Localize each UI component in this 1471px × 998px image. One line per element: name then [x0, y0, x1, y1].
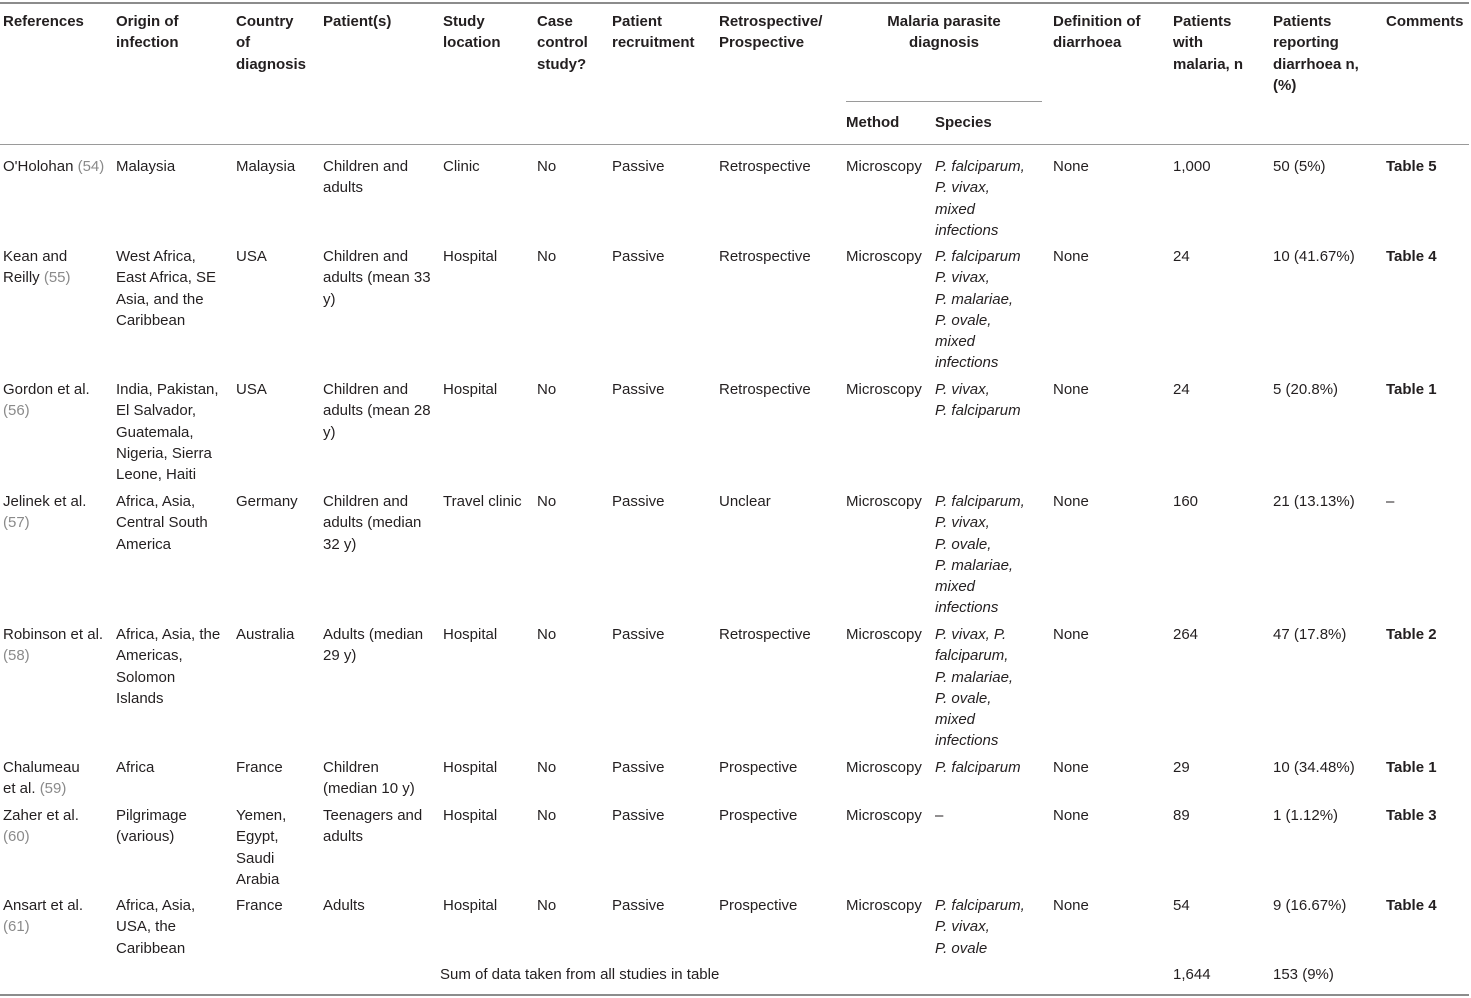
- location-cell: [443, 379, 497, 400]
- case-control-cell: No: [537, 759, 557, 776]
- patients-cell: [323, 757, 415, 800]
- cell-line: infections: [935, 599, 999, 617]
- retrospective-cell: Prospective: [719, 759, 798, 776]
- location-cell: [443, 156, 480, 177]
- patients-cell: [323, 624, 423, 667]
- cell-line: Malaysia: [116, 158, 176, 175]
- retrospective-cell: Retrospective: [719, 381, 811, 398]
- cell-line: P. falciparum: [935, 759, 1021, 776]
- header-case-control: [537, 11, 588, 75]
- cell-line: P. malariae,: [935, 668, 1014, 686]
- comment-link: –: [1386, 493, 1395, 510]
- cell-line: Travel clinic: [443, 493, 522, 510]
- cell-line: Solomon: [116, 668, 176, 686]
- recruitment-cell: Passive: [612, 493, 665, 510]
- reference-number-link[interactable]: (55): [43, 269, 71, 287]
- cell-line: Case: [537, 13, 573, 30]
- comment-link[interactable]: Table 3: [1386, 807, 1437, 824]
- cell-line: 29 y): [323, 647, 357, 665]
- with-malaria-cell: 29: [1173, 759, 1190, 776]
- cell-line: adults (mean 33: [323, 269, 431, 287]
- cell-line: (%): [1273, 76, 1297, 94]
- cell-line: Africa, Asia, the: [116, 626, 221, 643]
- species-cell: [935, 379, 1021, 422]
- method-cell: Microscopy: [846, 248, 922, 265]
- cell-line: adults (median: [323, 514, 422, 532]
- reporting-cell: 50 (5%): [1273, 158, 1326, 175]
- retrospective-cell: Prospective: [719, 897, 798, 914]
- origin-cell: [116, 805, 187, 848]
- reference-number-link[interactable]: (58): [3, 647, 30, 665]
- method-cell: Microscopy: [846, 897, 922, 914]
- with-malaria-cell: 1,000: [1173, 158, 1211, 175]
- country-cell: [236, 895, 283, 916]
- reference-cell: [3, 156, 104, 177]
- cell-line: P. falciparum: [935, 248, 1021, 265]
- recruitment-cell: Passive: [612, 381, 665, 398]
- reporting-cell: 9 (16.67%): [1273, 897, 1347, 914]
- cell-line: Comments: [1386, 13, 1464, 30]
- species-cell: [935, 246, 1021, 374]
- retrospective-cell: Retrospective: [719, 626, 811, 643]
- cell-line: Islands: [116, 689, 164, 707]
- definition-cell: None: [1053, 897, 1089, 914]
- cell-line: mixed: [935, 711, 976, 729]
- cell-line: Hospital: [443, 759, 498, 776]
- species-cell: [935, 156, 1025, 241]
- cell-line: Hospital: [443, 807, 498, 824]
- country-cell: [236, 156, 295, 177]
- method-cell: Microscopy: [846, 807, 922, 824]
- cell-line: Asia, and the: [116, 290, 204, 308]
- cell-line: –: [935, 807, 944, 824]
- cell-line: India, Pakistan,: [116, 381, 219, 398]
- retrospective-cell: Retrospective: [719, 158, 811, 175]
- case-control-cell: No: [537, 381, 557, 398]
- method-cell: Microscopy: [846, 493, 922, 510]
- summary-label: Sum of data taken from all studies in table: [440, 966, 720, 983]
- reporting-cell: 47 (17.8%): [1273, 626, 1347, 643]
- cell-line: with: [1173, 34, 1203, 52]
- cell-line: Ansart et al.: [3, 897, 84, 914]
- header-definition: [1053, 11, 1140, 54]
- cell-line: [3, 512, 86, 533]
- cell-line: East Africa, SE: [116, 269, 217, 287]
- location-cell: [443, 491, 522, 512]
- cell-line: malaria, n: [1173, 55, 1244, 73]
- cell-line: Clinic: [443, 158, 480, 175]
- with-malaria-cell: 54: [1173, 897, 1190, 914]
- cell-line: P. vivax,: [935, 269, 990, 287]
- reference-cell: [3, 491, 86, 534]
- origin-cell: [116, 246, 216, 331]
- case-control-cell: No: [537, 158, 557, 175]
- cell-line: mixed: [935, 578, 976, 596]
- comment-link[interactable]: Table 4: [1386, 248, 1437, 265]
- cell-line: diarrhoea: [1053, 34, 1122, 52]
- reporting-cell: 10 (34.48%): [1273, 759, 1355, 776]
- recruitment-cell: Passive: [612, 807, 665, 824]
- cell-line: Gordon et al.: [3, 381, 90, 398]
- cell-line: Zaher et al.: [3, 807, 79, 824]
- cell-line: West Africa,: [116, 248, 196, 265]
- species-cell: [935, 624, 1013, 752]
- location-cell: [443, 624, 497, 645]
- reference-cell: [3, 757, 80, 800]
- recruitment-cell: Passive: [612, 158, 665, 175]
- with-malaria-cell: 24: [1173, 381, 1190, 398]
- cell-line: mixed: [935, 200, 976, 218]
- cell-line: P. malariae,: [935, 556, 1014, 574]
- cell-line: P. vivax,: [935, 918, 990, 936]
- with-malaria-cell: 24: [1173, 248, 1190, 265]
- definition-cell: None: [1053, 807, 1089, 824]
- cell-line: Robinson et al.: [3, 626, 104, 643]
- method-cell: Microscopy: [846, 158, 922, 175]
- cell-line: diarrhoea n,: [1273, 55, 1359, 73]
- cell-line: 32 y): [323, 535, 357, 553]
- origin-cell: [116, 379, 219, 485]
- reference-cell: [3, 895, 83, 938]
- cell-line: Malaria parasite: [887, 13, 1001, 30]
- cell-line: (various): [116, 828, 175, 846]
- cell-line: control: [537, 34, 588, 52]
- reference-number-link[interactable]: (59): [39, 780, 67, 798]
- cell-line: y): [323, 290, 336, 308]
- header-species: Species: [935, 114, 992, 131]
- cell-line: Children and: [323, 158, 409, 175]
- country-cell: [236, 379, 267, 400]
- cell-line: P. falciparum,: [935, 897, 1025, 914]
- retrospective-cell: Unclear: [719, 493, 771, 510]
- method-cell: Microscopy: [846, 626, 922, 643]
- cell-line: location: [443, 34, 501, 52]
- cell-line: P. malariae,: [935, 290, 1014, 308]
- cell-line: Nigeria, Sierra: [116, 444, 212, 462]
- cell-line: Pilgrimage: [116, 807, 187, 824]
- definition-cell: None: [1053, 759, 1089, 776]
- cell-line: P. vivax, P.: [935, 626, 1007, 643]
- cell-line: Leone, Haiti: [116, 466, 197, 484]
- origin-cell: [116, 491, 208, 555]
- header-method: Method: [846, 114, 900, 131]
- species-cell: [935, 757, 1021, 778]
- case-control-cell: No: [537, 493, 557, 510]
- origin-cell: [116, 156, 175, 177]
- cell-line: Hospital: [443, 248, 498, 265]
- recruitment-cell: Passive: [612, 626, 665, 643]
- cell-line: Retrospective/: [719, 13, 823, 30]
- cell-line: study?: [537, 55, 587, 73]
- recruitment-cell: Passive: [612, 248, 665, 265]
- cell-line: O'Holohan (54): [3, 158, 105, 175]
- cell-line: Jelinek et al.: [3, 493, 87, 510]
- cell-line: infection: [116, 34, 179, 52]
- cell-line: Chalumeau: [3, 759, 80, 776]
- method-cell: Microscopy: [846, 759, 922, 776]
- table-rule: [0, 994, 1469, 996]
- header-location: [443, 11, 501, 54]
- case-control-cell: No: [537, 626, 557, 643]
- reporting-cell: 10 (41.67%): [1273, 248, 1355, 265]
- origin-cell: [116, 757, 154, 778]
- cell-line: infections: [935, 354, 999, 372]
- header-country: [236, 11, 306, 75]
- cell-line: Patients: [1173, 13, 1232, 30]
- reference-cell: [3, 805, 79, 848]
- cell-line: Africa: [116, 759, 155, 776]
- header-comments: [1386, 11, 1464, 32]
- cell-line: Children and: [323, 248, 409, 265]
- header-references: [3, 11, 84, 32]
- cell-line: P. vivax,: [935, 381, 990, 398]
- comment-link[interactable]: Table 2: [1386, 626, 1437, 643]
- country-cell: [236, 491, 298, 512]
- origin-cell: [116, 895, 195, 959]
- header-malaria-diagnosis: [846, 11, 1042, 54]
- cell-line: Saudi: [236, 849, 275, 867]
- cell-line: USA, the: [116, 918, 177, 936]
- cell-line: falciparum,: [935, 647, 1009, 665]
- definition-cell: None: [1053, 158, 1089, 175]
- with-malaria-cell: 264: [1173, 626, 1199, 643]
- reporting-cell: 1 (1.12%): [1273, 807, 1339, 824]
- cell-line: [3, 826, 79, 847]
- reference-number-link[interactable]: (60): [3, 828, 30, 846]
- comment-link[interactable]: Table 1: [1386, 759, 1437, 776]
- reference-number-link[interactable]: (56): [3, 402, 30, 420]
- cell-line: Hospital: [443, 897, 498, 914]
- patients-cell: [323, 805, 422, 848]
- cell-line: (median 10 y): [323, 780, 415, 798]
- summary-with-malaria: 1,644: [1173, 966, 1211, 983]
- country-cell: [236, 805, 286, 890]
- cell-line: Adults: [323, 897, 365, 914]
- retrospective-cell: Prospective: [719, 807, 798, 824]
- cell-line: France: [236, 759, 283, 776]
- definition-cell: None: [1053, 493, 1089, 510]
- cell-line: France: [236, 897, 283, 914]
- cell-line: Origin of: [116, 13, 179, 30]
- cell-line: adults: [323, 179, 364, 197]
- cell-line: P. ovale: [935, 939, 988, 957]
- definition-cell: None: [1053, 248, 1089, 265]
- header-patients: [323, 11, 391, 32]
- cell-line: Australia: [236, 626, 295, 643]
- cell-line: Malaysia: [236, 158, 296, 175]
- cell-line: Study: [443, 13, 485, 30]
- comment-link[interactable]: Table 4: [1386, 897, 1437, 914]
- cell-line: [3, 400, 90, 421]
- cell-line: Africa, Asia,: [116, 493, 196, 510]
- species-cell: [935, 895, 1025, 959]
- cell-line: Kean and: [3, 248, 68, 265]
- patients-cell: [323, 491, 421, 555]
- cell-line: Americas,: [116, 647, 183, 665]
- cell-line: diagnosis: [908, 34, 979, 52]
- origin-cell: [116, 624, 220, 709]
- cell-line: Patient(s): [323, 13, 392, 30]
- header-origin: [116, 11, 179, 54]
- country-cell: [236, 246, 267, 267]
- with-malaria-cell: 160: [1173, 493, 1199, 510]
- cell-line: Definition of: [1053, 13, 1141, 30]
- cell-line: USA: [236, 381, 267, 398]
- cell-line: USA: [236, 248, 267, 265]
- header-recruitment: [612, 11, 695, 54]
- cell-line: adults (mean 28: [323, 402, 431, 420]
- reference-cell: [3, 379, 90, 422]
- cell-line: of: [236, 34, 251, 52]
- cell-line: Hospital: [443, 381, 498, 398]
- cell-line: Caribbean: [116, 311, 186, 329]
- location-cell: [443, 246, 497, 267]
- diagnosis-subrule: [846, 101, 1042, 102]
- cell-line: Egypt,: [236, 828, 279, 846]
- patients-cell: [323, 246, 431, 310]
- reference-number-link[interactable]: (54): [77, 158, 105, 175]
- cell-line: Central South: [116, 514, 208, 532]
- method-cell: Microscopy: [846, 381, 922, 398]
- location-cell: [443, 895, 497, 916]
- recruitment-cell: Passive: [612, 759, 665, 776]
- cell-line: Children and: [323, 493, 409, 510]
- table-rule: [0, 2, 1469, 4]
- reference-cell: [3, 624, 103, 667]
- retrospective-cell: Retrospective: [719, 248, 811, 265]
- cell-line: Germany: [236, 493, 298, 510]
- cell-line: P. ovale,: [935, 689, 992, 707]
- cell-line: P. vivax,: [935, 514, 990, 532]
- country-cell: [236, 624, 294, 645]
- cell-line: mixed: [935, 333, 976, 351]
- cell-line: Reilly (55): [3, 269, 71, 287]
- cell-line: infections: [935, 221, 999, 239]
- cell-line: P. falciparum,: [935, 493, 1025, 510]
- species-cell: [935, 805, 943, 826]
- cell-line: Caribbean: [116, 939, 186, 957]
- cell-line: Yemen,: [236, 807, 287, 824]
- cell-line: Children and: [323, 381, 409, 398]
- cell-line: Country: [236, 13, 294, 30]
- cell-line: Children: [323, 759, 379, 776]
- cell-line: Patient: [612, 13, 663, 30]
- cell-line: America: [116, 535, 172, 553]
- case-control-cell: No: [537, 897, 557, 914]
- cell-line: diagnosis: [236, 55, 307, 73]
- case-control-cell: No: [537, 248, 557, 265]
- cell-line: Hospital: [443, 626, 498, 643]
- cell-line: reporting: [1273, 34, 1339, 52]
- country-cell: [236, 757, 283, 778]
- reference-cell: [3, 246, 71, 289]
- cell-line: Adults (median: [323, 626, 424, 643]
- with-malaria-cell: 89: [1173, 807, 1190, 824]
- patients-cell: [323, 895, 365, 916]
- location-cell: [443, 805, 497, 826]
- header-reporting: [1273, 11, 1359, 96]
- cell-line: adults: [323, 828, 364, 846]
- summary-reporting: 153 (9%): [1273, 966, 1334, 983]
- header-with-malaria: [1173, 11, 1243, 75]
- reporting-cell: 21 (13.13%): [1273, 493, 1355, 510]
- reference-number-link[interactable]: (57): [3, 514, 30, 532]
- comment-link[interactable]: Table 1: [1386, 381, 1437, 398]
- cell-line: y): [323, 423, 336, 441]
- definition-cell: None: [1053, 381, 1089, 398]
- patients-cell: [323, 379, 431, 443]
- cell-line: El Salvador,: [116, 402, 197, 420]
- reporting-cell: 5 (20.8%): [1273, 381, 1339, 398]
- case-control-cell: No: [537, 807, 557, 824]
- cell-line: P. vivax,: [935, 179, 990, 197]
- reference-number-link[interactable]: (61): [3, 918, 30, 936]
- cell-line: P. ovale,: [935, 311, 992, 329]
- cell-line: recruitment: [612, 34, 695, 52]
- cell-line: P. ovale,: [935, 535, 992, 553]
- cell-line: Guatemala,: [116, 423, 194, 441]
- cell-line: Arabia: [236, 870, 280, 888]
- cell-line: P. falciparum: [935, 402, 1021, 420]
- table-rule: [0, 144, 1469, 145]
- header-retro: [719, 11, 822, 54]
- cell-line: [3, 645, 103, 666]
- patients-cell: [323, 156, 408, 199]
- recruitment-cell: Passive: [612, 897, 665, 914]
- cell-line: [3, 916, 83, 937]
- cell-line: Patients: [1273, 13, 1332, 30]
- species-cell: [935, 491, 1025, 619]
- cell-line: Prospective: [719, 34, 805, 52]
- definition-cell: None: [1053, 626, 1089, 643]
- cell-line: Africa, Asia,: [116, 897, 196, 914]
- location-cell: [443, 757, 497, 778]
- cell-line: References: [3, 13, 84, 30]
- comment-link[interactable]: Table 5: [1386, 158, 1437, 175]
- cell-line: infections: [935, 732, 999, 750]
- cell-line: et al. (59): [3, 780, 67, 798]
- cell-line: Teenagers and: [323, 807, 423, 824]
- cell-line: P. falciparum,: [935, 158, 1025, 175]
